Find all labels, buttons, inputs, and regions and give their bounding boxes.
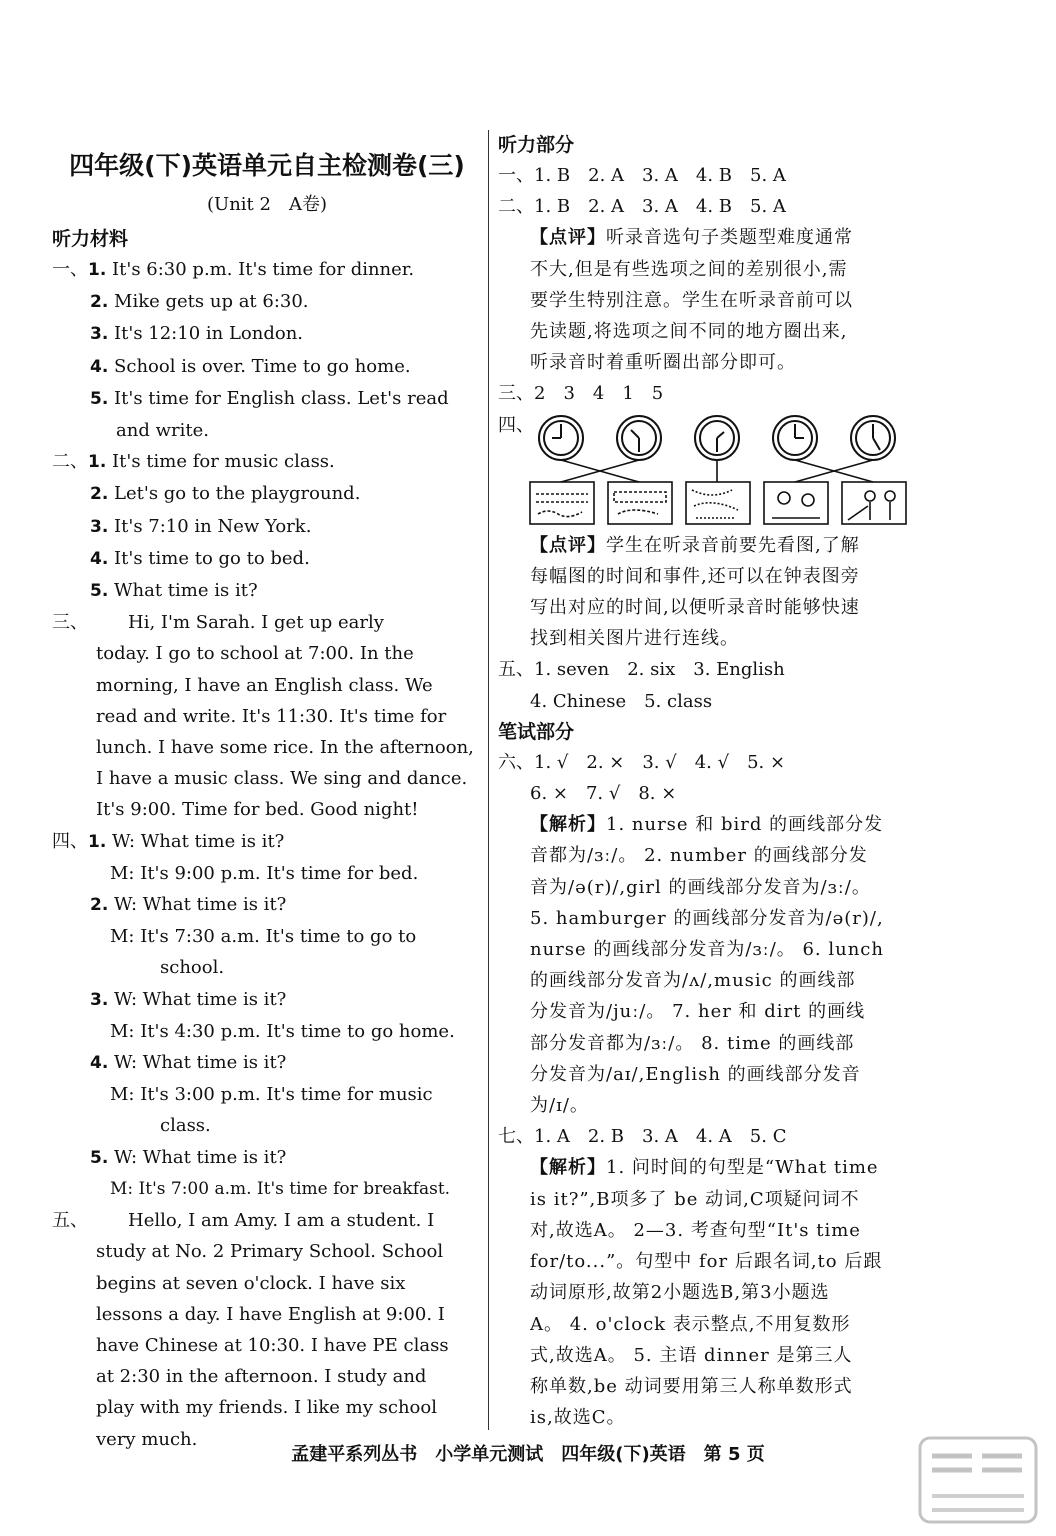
column-divider (488, 130, 489, 1430)
section-label: 五、 (52, 1210, 88, 1232)
connecting-lines (561, 460, 873, 482)
section-label: 四、 (498, 414, 534, 436)
right-column (498, 130, 923, 1433)
answer-text: 2 3 4 1 5 (534, 383, 664, 405)
comment-tag: 【点评】 (530, 227, 606, 249)
scene-picture-icon (530, 482, 594, 524)
analysis-line: for/to...”。句型中 for 后跟名词,to 后跟 (530, 1251, 883, 1273)
analysis-line: 音都为/ɜː/。 2. number 的画线部分发 (530, 845, 868, 867)
material-section-3 (52, 607, 482, 825)
item-text: It's time for English class. Let's read (114, 387, 449, 409)
analysis-line: 称单数,be 动词要用第三人称单数形式 (530, 1375, 853, 1397)
clock-icon (695, 416, 739, 460)
analysis-tag: 【解析】 (530, 1157, 606, 1179)
dialog-item (52, 1047, 482, 1079)
comment-line (530, 530, 923, 561)
passage-line: play with my friends. I like my school (96, 1397, 437, 1419)
passage-line: lessons a day. I have English at 9:00. I (96, 1303, 445, 1325)
material-section-4 (52, 826, 482, 1205)
dialog-w: W: What time is it? (114, 1052, 287, 1074)
section-label: 三、 (498, 383, 534, 405)
list-item (52, 383, 482, 415)
section-label: 二、 (498, 196, 534, 218)
scene-picture-icon (842, 482, 906, 524)
passage-text: Hi, I'm Sarah. I get up early (128, 612, 384, 634)
clock-icon (617, 416, 661, 460)
analysis-line (530, 1152, 923, 1183)
item-number: 3. (90, 989, 109, 1010)
list-item (52, 478, 482, 510)
watermark-logo (918, 1436, 1038, 1524)
item-number: 4. (90, 1053, 109, 1074)
passage-line: lunch. I have some rice. In the afternoon, (96, 737, 474, 759)
passage-line (52, 607, 482, 638)
dialog-m-cont: class. (160, 1115, 211, 1137)
analysis-line: 的画线部分发音为/ʌ/,music 的画线部 (530, 970, 856, 992)
list-item (52, 511, 482, 543)
comment-tag: 【点评】 (530, 534, 606, 556)
item-number: 4. (90, 356, 109, 377)
item-text: School is over. Time to go home. (114, 355, 411, 377)
section-label: 七、 (498, 1126, 534, 1148)
section-label: 六、 (498, 751, 534, 773)
material-section-1 (52, 254, 482, 446)
matching-figure (498, 410, 923, 530)
material-section-5 (52, 1205, 482, 1455)
passage-line: today. I go to school at 7:00. In the (96, 643, 414, 665)
analysis-tag: 【解析】 (530, 814, 606, 836)
answer-text: 1. seven 2. six 3. English (534, 659, 785, 681)
page-footer: 孟建平系列丛书 小学单元测试 四年级(下)英语 第 5 页 (291, 1444, 765, 1465)
analysis-block (498, 1152, 923, 1433)
answer-text: 1. B 2. A 3. A 4. B 5. A (534, 196, 786, 218)
clock-icon (851, 416, 895, 460)
answer-row: 6. × 7. √ 8. × (530, 783, 677, 805)
scene-picture-icon (686, 482, 750, 524)
item-continuation: and write. (116, 420, 209, 442)
section-label: 四、 (52, 830, 88, 852)
analysis-line: 对,故选A。 2—3. 考查句型“It's time (530, 1219, 861, 1241)
section-label: 三、 (52, 612, 88, 634)
comment-text: 学生在听录音前要先看图,了解 (606, 534, 860, 556)
listening-material-heading: 听力材料 (52, 228, 129, 250)
dialog-item (52, 889, 482, 921)
comment-block (498, 530, 923, 655)
passage-line (52, 1205, 482, 1236)
page-subtitle: (Unit 2 A卷) (207, 194, 327, 215)
analysis-text: 1. nurse 和 bird 的画线部分发 (606, 814, 884, 836)
scene-picture-icon (764, 482, 828, 524)
dialog-m: M: It's 9:00 p.m. It's time for bed. (110, 862, 419, 884)
analysis-line: 部分发音都为/ɜː/。 8. time 的画线部 (530, 1032, 855, 1054)
comment-line: 写出对应的时间,以便听录音时能够快速 (530, 597, 860, 619)
analysis-line: A。 4. o'clock 表示整点,不用复数形 (530, 1313, 851, 1335)
passage-line: I have a music class. We sing and dance. (96, 768, 468, 790)
item-number: 4. (90, 548, 109, 569)
comment-line: 要学生特别注意。学生在听录音前可以 (530, 289, 853, 311)
comment-line: 每幅图的时间和事件,还可以在钟表图旁 (530, 565, 860, 587)
list-item (52, 446, 482, 478)
material-section-2 (52, 446, 482, 607)
item-text: It's time to go to bed. (114, 547, 310, 569)
answer-row (498, 1121, 923, 1152)
analysis-text: 1. 问时间的句型是“What time (606, 1157, 879, 1179)
item-text: It's 7:10 in New York. (114, 515, 312, 537)
section-label: 一、 (498, 165, 534, 186)
analysis-line: 音为/ə(r)/,girl 的画线部分发音为/ɜː/。 (530, 876, 871, 898)
dialog-m: M: It's 7:30 a.m. It's time to go to (110, 926, 417, 948)
answer-text: 1. B 2. A 3. A 4. B 5. A (534, 165, 786, 186)
dialog-m: M: It's 3:00 p.m. It's time for music (110, 1084, 433, 1106)
answer-text: 1. A 2. B 3. A 4. A 5. C (534, 1126, 787, 1148)
clock-icon (773, 416, 817, 460)
passage-line: very much. (96, 1428, 198, 1450)
answer-text: 1. √ 2. × 3. √ 4. √ 5. × (534, 751, 786, 773)
analysis-line: nurse 的画线部分发音为/ɜː/。 6. lunch (530, 939, 884, 961)
item-number: 3. (90, 324, 109, 345)
dialog-m: M: It's 4:30 p.m. It's time to go home. (110, 1020, 455, 1042)
list-item (52, 575, 482, 607)
clock-icon (539, 416, 583, 460)
item-number: 5. (90, 388, 109, 409)
answer-row: 4. Chinese 5. class (530, 690, 713, 712)
list-item (52, 286, 482, 318)
item-number: 1. (88, 260, 107, 280)
analysis-line: is,故选C。 (530, 1407, 626, 1429)
passage-line: begins at seven o'clock. I have six (96, 1272, 406, 1294)
passage-line: study at No. 2 Primary School. School (96, 1241, 444, 1263)
item-text: It's 12:10 in London. (114, 323, 304, 345)
list-item (52, 351, 482, 383)
item-text: Let's go to the playground. (114, 483, 361, 505)
dialog-w: W: What time is it? (114, 894, 287, 916)
analysis-line: 分发音为/juː/。 7. her 和 dirt 的画线 (530, 1001, 866, 1023)
passage-line: morning, I have an English class. We (96, 674, 433, 696)
passage-line: It's 9:00. Time for bed. Good night! (96, 799, 419, 821)
item-number: 2. (90, 895, 109, 916)
passage-line: at 2:30 in the afternoon. I study and (96, 1366, 427, 1388)
item-text: Mike gets up at 6:30. (114, 291, 309, 313)
analysis-line: 式,故选A。 5. 主语 dinner 是第三人 (530, 1344, 853, 1366)
left-column (52, 140, 482, 1455)
clock-picture-matching-svg (498, 410, 918, 530)
comment-line (530, 222, 923, 253)
comment-text: 听录音选句子类题型难度通常 (606, 227, 853, 249)
item-number: 1. (88, 831, 107, 852)
list-item (52, 318, 482, 350)
dialog-w: W: What time is it? (112, 830, 285, 852)
item-number: 2. (90, 484, 109, 505)
section-label: 二、 (52, 451, 88, 473)
dialog-item (52, 826, 482, 858)
item-number: 1. (88, 452, 107, 473)
item-number: 5. (90, 1147, 109, 1168)
page-title: 四年级(下)英语单元自主检测卷(三) (69, 151, 465, 180)
answer-row (498, 160, 923, 191)
dialog-m: M: It's 7:00 a.m. It's time for breakfast. (110, 1178, 451, 1199)
item-text: What time is it? (114, 580, 258, 602)
analysis-line: 5. hamburger 的画线部分发音为/ə(r)/, (530, 907, 884, 929)
comment-line: 不大,但是有些选项之间的差别很小,需 (530, 258, 848, 280)
answer-row (498, 191, 923, 222)
answer-row (498, 654, 923, 685)
section-label: 一、 (52, 259, 88, 280)
section-label: 五、 (498, 659, 534, 681)
comment-line: 找到相关图片进行连线。 (530, 628, 739, 650)
dialog-w: W: What time is it? (114, 1146, 287, 1168)
list-item (52, 254, 482, 286)
analysis-line: 动词原形,故第2小题选B,第3小题选 (530, 1282, 830, 1304)
dialog-w: W: What time is it? (114, 988, 287, 1010)
item-text: It's time for music class. (112, 451, 335, 473)
item-number: 5. (90, 581, 109, 602)
passage-text: Hello, I am Amy. I am a student. I (128, 1210, 435, 1232)
dialog-m-cont: school. (160, 957, 225, 979)
answer-row (498, 747, 923, 778)
answer-row (498, 378, 923, 409)
comment-block (498, 222, 923, 378)
passage-line: read and write. It's 11:30. It's time for (96, 705, 447, 727)
item-number: 3. (90, 516, 109, 537)
listening-answers-heading: 听力部分 (498, 134, 575, 156)
item-text: It's 6:30 p.m. It's time for dinner. (112, 259, 415, 280)
analysis-line (530, 809, 923, 840)
comment-line: 先读题,将选项之间不同的地方圈出来, (530, 321, 848, 343)
dialog-item (52, 1142, 482, 1174)
analysis-block (498, 809, 923, 1121)
dialog-item (52, 984, 482, 1016)
analysis-line: 分发音为/aɪ/,English 的画线部分发音 (530, 1063, 861, 1085)
item-number: 2. (90, 292, 109, 313)
analysis-line: 为/ɪ/。 (530, 1095, 589, 1117)
scene-picture-icon (608, 482, 672, 524)
comment-line: 听录音时着重听圈出部分即可。 (530, 352, 796, 374)
written-answers-heading: 笔试部分 (498, 720, 575, 743)
list-item (52, 543, 482, 575)
analysis-line: is it?”,B项多了 be 动词,C项疑问词不 (530, 1188, 860, 1210)
passage-line: have Chinese at 10:30. I have PE class (96, 1334, 449, 1356)
